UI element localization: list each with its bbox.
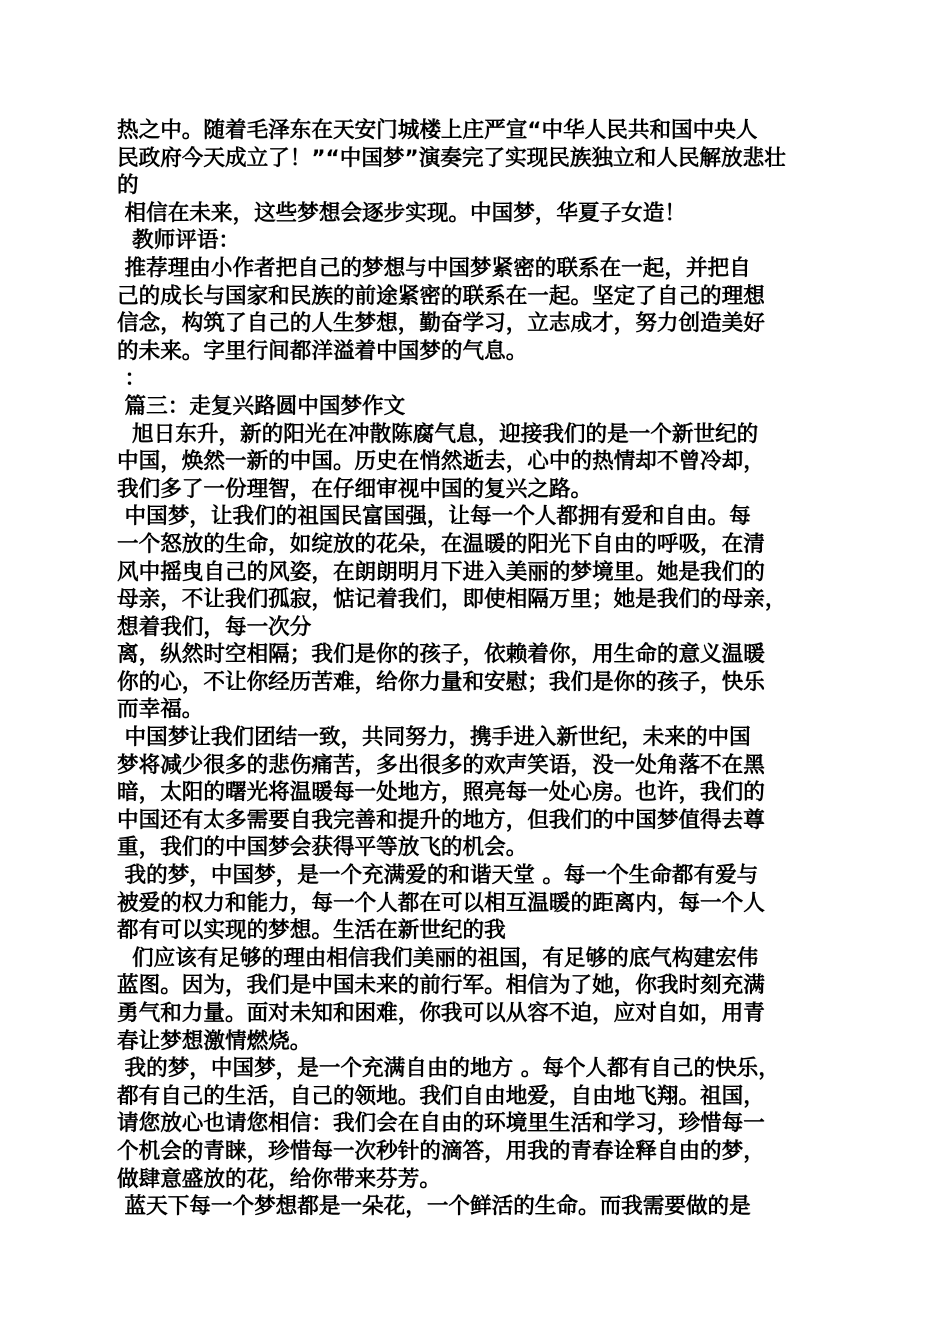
text-line: 我们多了一份理智，在仔细审视中国的复兴之路。 xyxy=(117,476,593,502)
text-line: 推荐理由小作者把自己的梦想与中国梦紧密的联系在一起，并把自 xyxy=(117,255,751,281)
text-line: 暗，太阳的曙光将温暖每一处地方，照亮每一处心房。也许，我们的 xyxy=(117,780,765,806)
text-line: 想着我们，每一次分 xyxy=(117,614,312,640)
text-line: 一个怒放的生命，如绽放的花朵，在温暖的阳光下自由的呼吸，在清 xyxy=(117,531,765,557)
text-line: 个机会的青睐，珍惜每一次秒针的滴答，用我的青春诠释自由的梦， xyxy=(117,1138,765,1164)
text-line: 教师评语： xyxy=(117,228,241,254)
text-line: 中国梦，让我们的祖国民富国强，让每一个人都拥有爱和自由。每 xyxy=(117,504,751,530)
document-page xyxy=(117,117,852,1221)
text-line: 中国还有太多需要自我完善和提升的地方，但我们的中国梦值得去尊 xyxy=(117,807,765,833)
text-line: 请您放心也请您相信：我们会在自由的环境里生活和学习，珍惜每一 xyxy=(117,1111,765,1137)
text-line: 母亲，不让我们孤寂，惦记着我们，即使相隔万里；她是我们的母亲， xyxy=(117,587,787,613)
text-line: 做肆意盛放的花，给你带来芬芳。 xyxy=(117,1166,441,1192)
text-line: 风中摇曳自己的风姿，在朗朗明月下进入美丽的梦境里。她是我们的 xyxy=(117,559,765,585)
text-line: 都有自己的生活，自己的领地。我们自由地爱，自由地飞翔。祖国， xyxy=(117,1083,765,1109)
text-line: 信念，构筑了自己的人生梦想，勤奋学习，立志成才，努力创造美好 xyxy=(117,311,765,337)
text-line: 旭日东升，新的阳光在冲散陈腐气息，迎接我们的是一个新世纪的 xyxy=(117,421,759,447)
text-line: 重，我们的中国梦会获得平等放飞的机会。 xyxy=(117,835,528,861)
text-line: 们应该有足够的理由相信我们美丽的祖国，有足够的底气构建宏伟 xyxy=(117,945,759,971)
text-line: 勇气和力量。面对未知和困难，你我可以从容不迫，应对自如，用青 xyxy=(117,1001,765,1026)
text-line: 热之中。随着毛泽东在天安门城楼上庄严宣“中华人民共和国中央人 xyxy=(117,118,758,143)
text-line: 你的心，不让你经历苦难，给你力量和安慰；我们是你的孩子，快乐 xyxy=(117,669,765,695)
text-line: 梦将减少很多的悲伤痛苦，多出很多的欢声笑语，没一处角落不在黑 xyxy=(117,752,765,778)
text-line: 相信在未来，这些梦想会逐步实现。中国梦，华夏子女造！ xyxy=(117,200,686,226)
text-line: 己的成长与国家和民族的前途紧密的联系在一起。坚定了自己的理想 xyxy=(117,283,765,309)
text-line: 我的梦，中国梦，是一个充满自由的地方 。每个人都有自己的快乐， xyxy=(117,1056,780,1082)
text-line: 被爱的权力和能力，每一个人都在可以相互温暖的距离内，每一个人 xyxy=(117,890,765,916)
text-line: 离，纵然时空相隔；我们是你的孩子，依赖着你，用生命的意义温暖 xyxy=(117,642,765,668)
text-line: 蓝天下每一个梦想都是一朵花，一个鲜活的生命。而我需要做的是 xyxy=(117,1194,751,1220)
text-line: 春让梦想激情燃烧。 xyxy=(117,1028,312,1054)
text-line: ： xyxy=(117,366,147,392)
text-line: 我的梦，中国梦，是一个充满爱的和谐天堂 。每一个生命都有爱与 xyxy=(117,863,759,889)
text-line: 的未来。字里行间都洋溢着中国梦的气息。 xyxy=(117,338,528,364)
text-line: 的 xyxy=(117,173,139,199)
text-line: 篇三：走复兴路圆中国梦作文 xyxy=(117,393,406,419)
text-line: 民政府今天成立了！”“中国梦”演奏完了实现民族独立和人民解放悲壮 xyxy=(117,145,786,171)
text-line: 中国，焕然一新的中国。历史在悄然逝去，心中的热情却不曾冷却， xyxy=(117,449,765,475)
text-line: 蓝图。因为，我们是中国未来的前行军。相信为了她，你我时刻充满 xyxy=(117,973,765,999)
text-line: 都有可以实现的梦想。生活在新世纪的我 xyxy=(117,918,506,944)
text-line: 而幸福。 xyxy=(117,697,204,723)
text-line: 中国梦让我们团结一致，共同努力，携手进入新世纪，未来的中国 xyxy=(117,725,751,751)
